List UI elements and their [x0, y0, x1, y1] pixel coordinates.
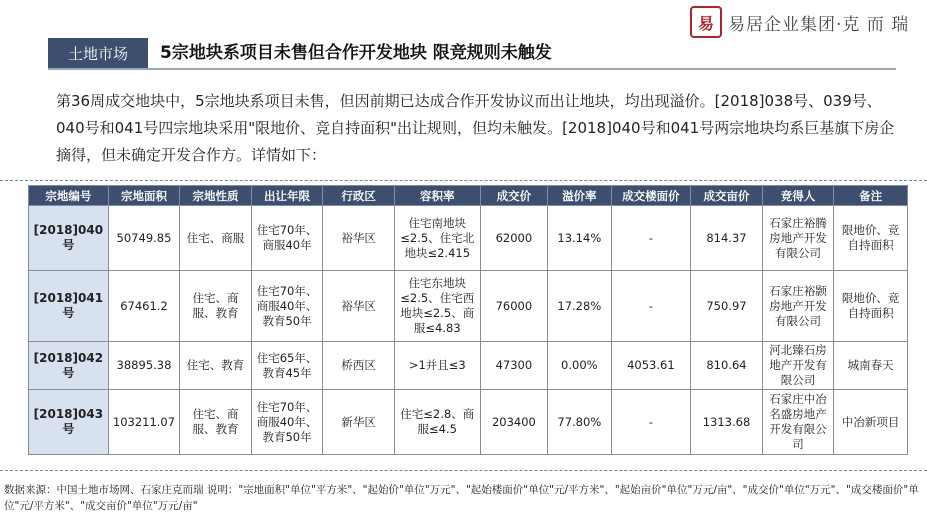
column-header: 成交价	[480, 186, 547, 206]
parcel-winner: 河北臻石房地产开发有限公司	[762, 342, 834, 390]
parcel-nature: 住宅、商服、教育	[180, 390, 252, 455]
table-row	[29, 342, 908, 390]
column-header: 行政区	[323, 186, 395, 206]
parcel-nature: 住宅、商服	[180, 206, 252, 271]
parcel-area: 103211.07	[108, 390, 180, 455]
parcel-winner: 石家庄裕颢房地产开发有限公司	[762, 271, 834, 342]
parcel-mu-price: 1313.68	[691, 390, 763, 455]
column-header: 宗地面积	[108, 186, 180, 206]
parcel-far: >1并且≤3	[394, 342, 480, 390]
parcel-note: 限地价、竞自持面积	[834, 271, 908, 342]
parcel-far: 住宅南地块≤2.5、住宅北地块≤2.415	[394, 206, 480, 271]
parcel-note: 城南春天	[834, 342, 908, 390]
column-header: 竞得人	[762, 186, 834, 206]
column-header: 成交楼面价	[611, 186, 691, 206]
parcel-floor-price: -	[611, 271, 691, 342]
parcel-term: 住宅70年、商服40年	[251, 206, 323, 271]
parcel-code: [2018]042号	[29, 342, 109, 390]
column-header: 宗地性质	[180, 186, 252, 206]
parcel-floor-price: -	[611, 206, 691, 271]
parcel-winner: 石家庄裕腾房地产开发有限公司	[762, 206, 834, 271]
intro-paragraph: 第36周成交地块中，5宗地块系项目未售，但因前期已达成合作开发协议而出让地块，均出现溢价。[2018]038号、039号、040号和041号四宗地块采用"限地价、竞自持面积"出让规则，但均未触发。[2018]040号和041号两宗地块均系巨基旗下房企摘得，但未确定开发合作方。详情如下：	[56, 92, 895, 164]
parcel-area: 38895.38	[108, 342, 180, 390]
parcel-term: 住宅65年、教育45年	[251, 342, 323, 390]
table-row	[29, 390, 908, 455]
parcel-premium: 13.14%	[548, 206, 611, 271]
parcel-mu-price: 750.97	[691, 271, 763, 342]
column-header: 容积率	[394, 186, 480, 206]
parcel-district: 桥西区	[323, 342, 395, 390]
parcel-area: 50749.85	[108, 206, 180, 271]
parcel-price: 203400	[480, 390, 547, 455]
parcel-premium: 17.28%	[548, 271, 611, 342]
divider-top	[0, 180, 927, 181]
column-header: 宗地编号	[29, 186, 109, 206]
parcel-winner: 石家庄中冶名盛房地产开发有限公司	[762, 390, 834, 455]
section-tag: 土地市场	[48, 38, 148, 68]
page-title: 5宗地块系项目未售但合作开发地块 限竞规则未触发	[160, 43, 552, 63]
parcel-note: 限地价、竞自持面积	[834, 206, 908, 271]
table-row	[29, 271, 908, 342]
table-row	[29, 206, 908, 271]
parcel-price: 76000	[480, 271, 547, 342]
parcel-code: [2018]041号	[29, 271, 109, 342]
parcel-term: 住宅70年、商服40年、教育50年	[251, 271, 323, 342]
parcel-term: 住宅70年、商服40年、教育50年	[251, 390, 323, 455]
parcel-premium: 77.80%	[548, 390, 611, 455]
parcel-district: 裕华区	[323, 271, 395, 342]
land-table	[28, 185, 908, 455]
parcel-far: 住宅东地块≤2.5、住宅西地块≤2.5、商服≤4.83	[394, 271, 480, 342]
parcel-district: 裕华区	[323, 206, 395, 271]
parcel-far: 住宅≤2.8、商服≤4.5	[394, 390, 480, 455]
column-header: 成交亩价	[691, 186, 763, 206]
header-bar	[48, 38, 896, 70]
parcel-mu-price: 814.37	[691, 206, 763, 271]
column-header: 溢价率	[548, 186, 611, 206]
column-header: 出让年限	[251, 186, 323, 206]
brand-logo	[690, 6, 909, 38]
column-header: 备注	[834, 186, 908, 206]
parcel-premium: 0.00%	[548, 342, 611, 390]
data-source-note: 数据来源：中国土地市场网、石家庄克而瑞 说明："宗地面积"单位"平方米"、"起始价"单位"万元"、"起始楼面价"单位"元/平方米"、"起始亩价"单位"万元/亩"、"成交价"单位"万元"、"成交楼面价"单位"元/平方米"、"成交亩价"单位"万元/亩"	[4, 484, 919, 512]
parcel-note: 中冶新项目	[834, 390, 908, 455]
parcel-code: [2018]043号	[29, 390, 109, 455]
parcel-price: 47300	[480, 342, 547, 390]
parcel-code: [2018]040号	[29, 206, 109, 271]
table-header-row	[29, 186, 908, 206]
parcel-district: 新华区	[323, 390, 395, 455]
parcel-floor-price: -	[611, 390, 691, 455]
divider-bottom	[0, 470, 927, 471]
parcel-nature: 住宅、商服、教育	[180, 271, 252, 342]
parcel-price: 62000	[480, 206, 547, 271]
parcel-floor-price: 4053.61	[611, 342, 691, 390]
parcel-nature: 住宅、教育	[180, 342, 252, 390]
parcel-area: 67461.2	[108, 271, 180, 342]
brand-mark-icon: 易	[690, 6, 722, 38]
parcel-mu-price: 810.64	[691, 342, 763, 390]
brand-name: 易居企业集团·克 而 瑞	[728, 14, 910, 35]
